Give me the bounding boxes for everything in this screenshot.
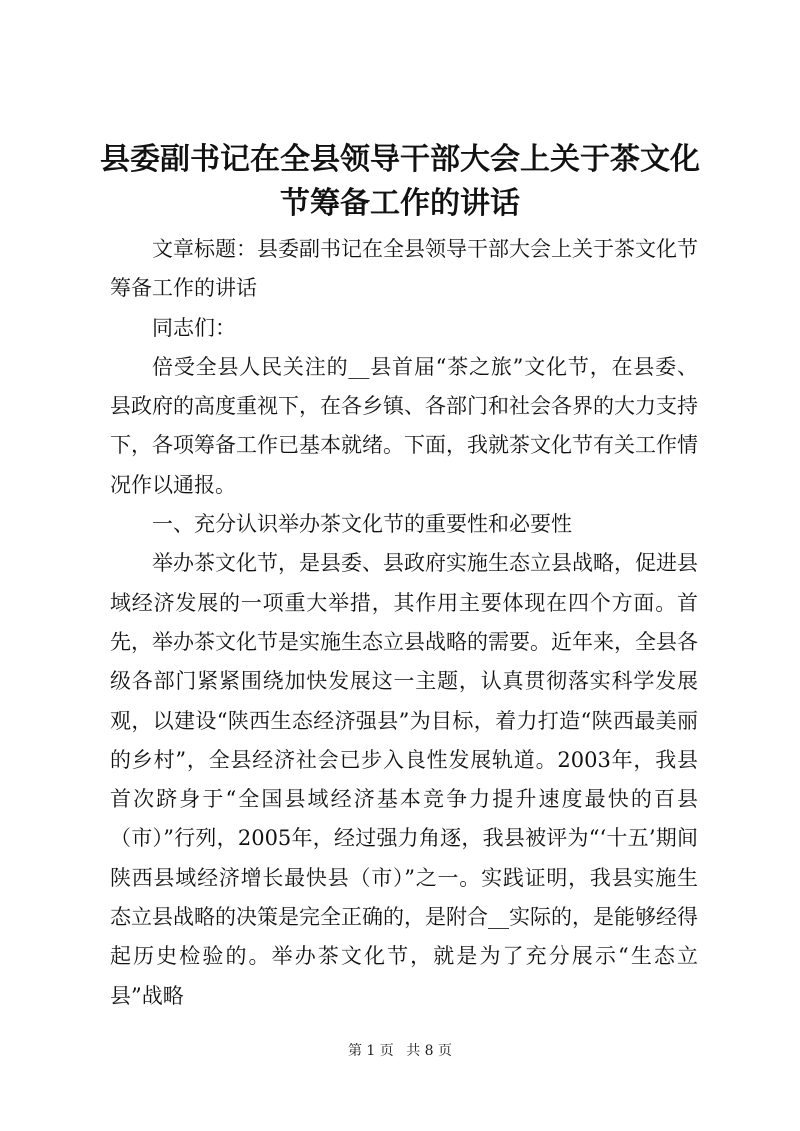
total-pages: 共 8 页 — [406, 1043, 453, 1059]
page-number: 第 1 页 — [347, 1043, 394, 1059]
section-heading: 一、充分认识举办茶文化节的重要性和必要性 — [152, 512, 572, 537]
page-footer — [0, 1040, 800, 1060]
intro-paragraph: 倍受全县人民关注的__县首届“茶之旅”文化节，在县委、县政府的高度重视下，在各乡镇、各部门和社会各界的大力支持下，各项筹备工作已基本就绪。下面，我就茶文化节有关工作情况作以通报。 — [110, 354, 698, 497]
title-line-2: 节筹备工作的讲话 — [280, 186, 520, 221]
document-body — [110, 230, 698, 1016]
body-paragraph: 举办茶文化节，是县委、县政府实施生态立县战略，促进县域经济发展的一项重大举措，其作用主要体现在四个方面。首先，举办茶文化节是实施生态立县战略的需要。近年来，全县各级各部门紧紧围绕加快发展这一主题，认真贯彻落实科学发展观，以建设“陕西生态经济强县”为目标，着力打造“陕西最美丽的乡村”，全县经济社会已步入良性发展轨道。2003年，我县首次跻身于“全国县域经济基本竞争力提升速度最快的百县（市）”行列，2005年，经过强力角逐，我县被评为“‘十五’期间陕西县域经济增长最快县（市）”之一。实践证明，我县实施生态立县战略的决策是完全正确的，是附合__实际的，是能够经得起历史检验的。举办茶文化节，就是为了充分展示“生态立县”战略 — [110, 551, 698, 1008]
title-line-1: 县委副书记在全县领导干部大会上关于茶文化 — [100, 142, 700, 177]
article-title-paragraph: 文章标题：县委副书记在全县领导干部大会上关于茶文化节筹备工作的讲话 — [110, 237, 698, 301]
salutation-paragraph: 同志们： — [152, 315, 236, 340]
document-title — [100, 138, 700, 226]
